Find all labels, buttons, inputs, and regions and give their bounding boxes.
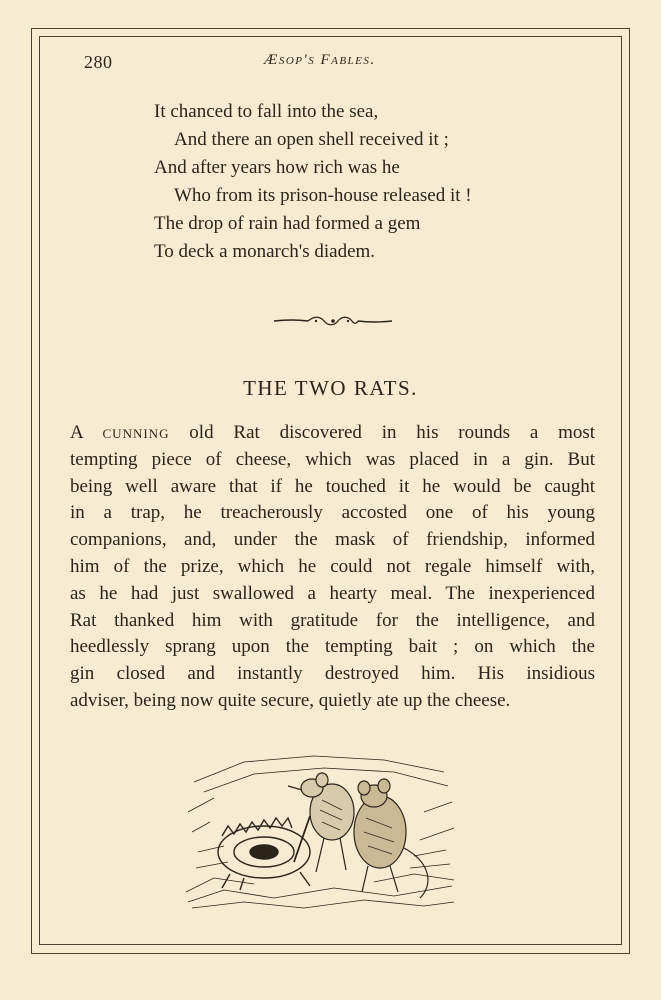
body-line [70,420,595,447]
poem-line: And after years how rich was he [154,157,400,178]
first-line-rest: old Rat discovered in his rounds a most [189,422,596,443]
body-line: heedlessly sprang upon the tempting bait ; on which the [70,636,595,658]
poem-line: To deck a monarch's diadem. [154,241,376,262]
page-number: 280 [84,52,113,72]
body-line: companions, and, under the mask of friendship, informed [70,529,595,551]
poem-line: The drop of rain had formed a gem [154,213,421,234]
two-rats-illustration-icon [184,752,458,914]
fable-body [70,420,595,715]
lead-word: cunning [102,422,170,443]
poem-line: And there an open shell received it ; [174,129,449,150]
body-line: being well aware that if he touched it he would be caught [70,475,595,497]
body-line: him of the prize, which he could not regale himself with, [70,555,595,577]
body-line: adviser, being now quite secure, quietly ate up the cheese. [70,689,511,711]
page-header [84,50,604,76]
body-line: as he had just swallowed a hearty meal. The inexperienced [70,582,595,604]
lead-letter: A [70,422,83,443]
body-line: Rat thanked him with gratitude for the intelligence, and [70,609,595,631]
ornament-divider-icon [272,314,394,328]
poem-stanza [154,98,574,266]
body-line: tempting piece of cheese, which was placed in a gin. But [70,448,595,470]
fable-title: THE TWO RATS. [243,376,418,400]
body-line: in a trap, he treacherously accosted one of his young [70,502,595,524]
poem-line: Who from its prison-house released it ! [174,185,472,206]
poem-line: It chanced to fall into the sea, [154,101,379,122]
running-head: Æsop's Fables. [264,52,376,68]
body-line: gin closed and instantly destroyed him. His insidious [70,663,595,685]
